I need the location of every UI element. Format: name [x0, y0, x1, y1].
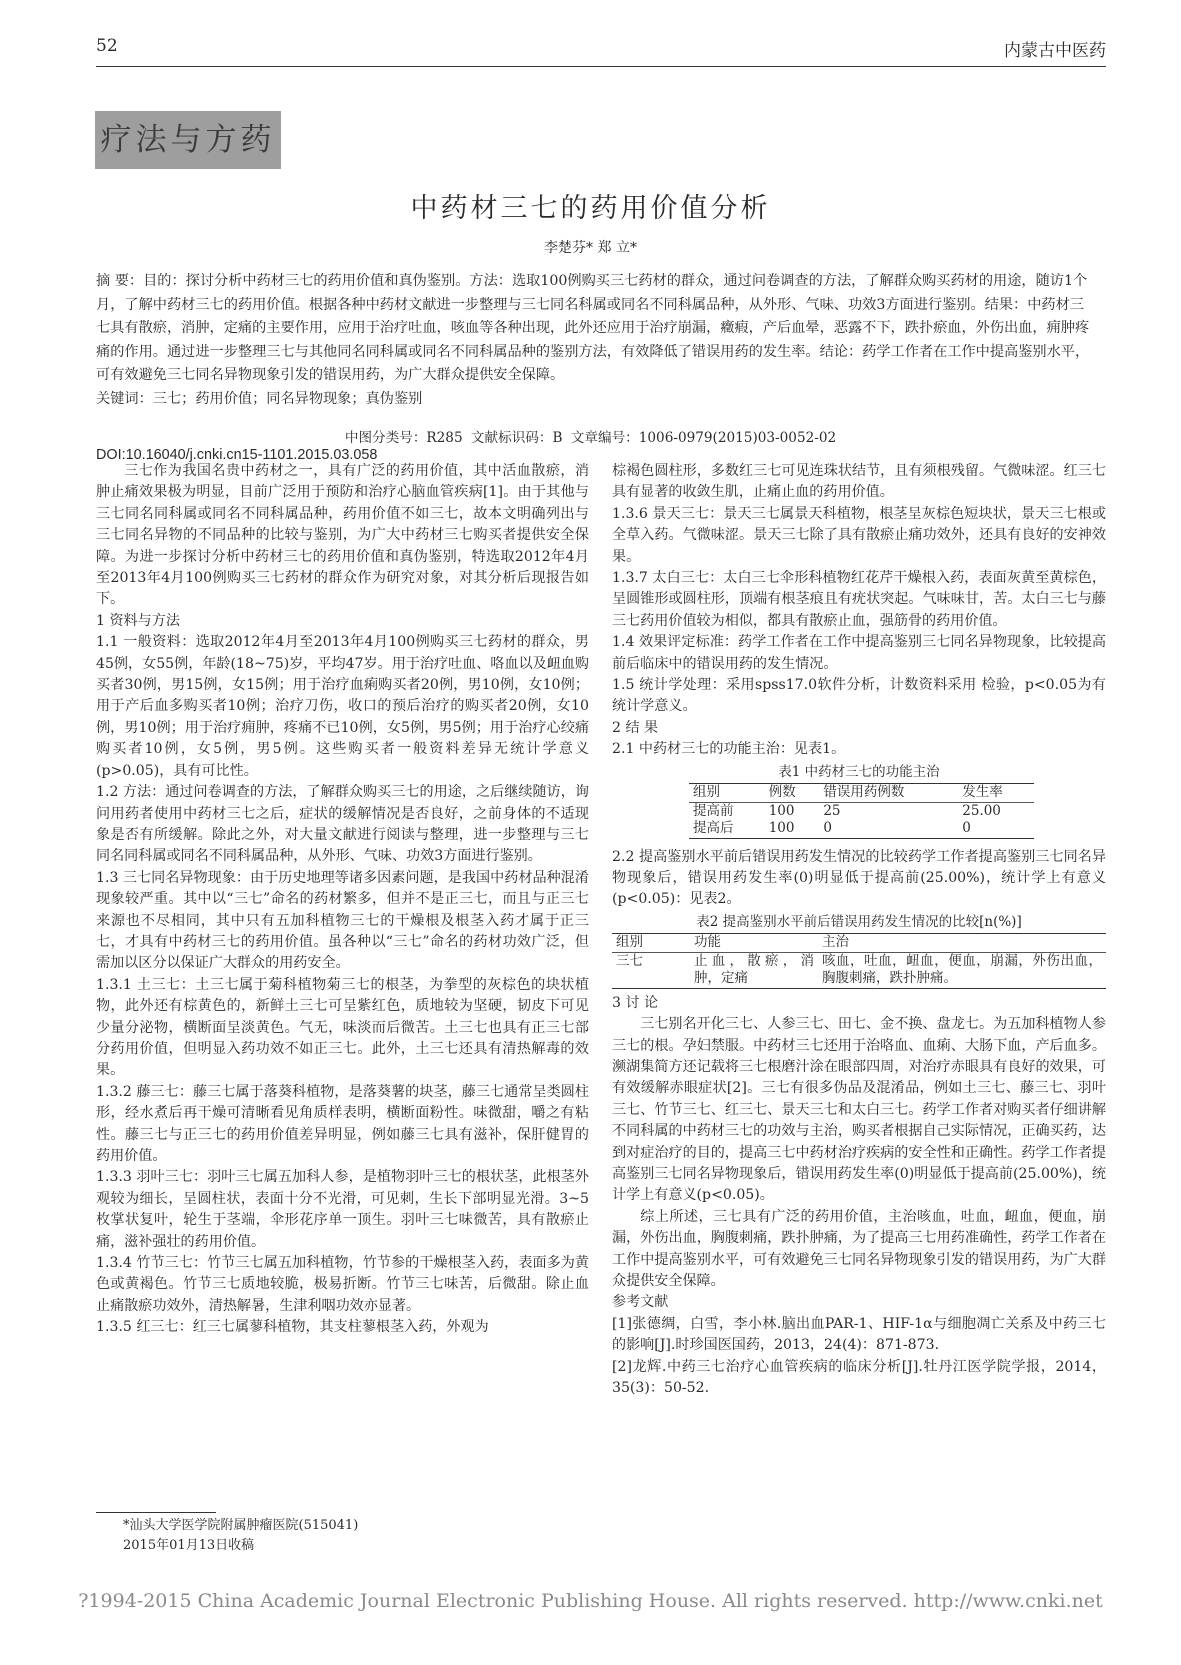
keywords: 关键词：三七；药用价值；同名异物现象；真伪鉴别	[96, 390, 423, 407]
paragraph: 综上所述，三七具有广泛的药用价值，主治咳血，吐血，衄血，便血，崩漏，外伤出血，胸腹刺痛，跌扑肿痛，为了提高三七用药准确性，药学工作者在工作中提高鉴别水平，可有效避免三七同名异物现象引发的错误用药，为广大群众提供安全保障。	[612, 1208, 1106, 1289]
paragraph: 1.4 效果评定标准：药学工作者在工作中提高鉴别三七同名异物现象，比较提高前后临床中的错误用药的发生情况。	[612, 634, 1106, 672]
abstract-text: 目的：探讨分析中药材三七的药用价值和真伪鉴别。方法：选取100例购买三七药材的群众，通过问卷调查的方法，了解群众购买药材的用途，随访1个月，了解中药材三七的药用价值。根据各种中药材文献进一步整理与三七同名科属或同名不同科属品种，从外形、气味、功效3方面进行鉴别。结果：中药材三七具有散瘀，消肿，定痛的主要作用，应用于治疗吐血，咳血等各种出现，此外还应用于治疗崩漏，癥瘕，产后血晕，恶露不下，跌扑瘀血，外伤出血，痈肿疼痛的作用。通过进一步整理三七与其他同名同科属或同名不同科属品种的鉴别方法，有效降低了错误用药的发生率。结论：药学工作者在工作中提高鉴别水平，可有效避免三七同名异物现象引发的错误用药，为广大群众提供安全保障。	[96, 273, 1090, 384]
right-col-part-b	[612, 847, 1106, 911]
table-cell: 三七	[616, 952, 643, 969]
right-col-part-a	[612, 461, 1106, 761]
table-row	[689, 802, 1034, 820]
abstract-label: 摘 要：	[96, 273, 144, 289]
table-cell: 100	[768, 802, 795, 819]
table-cell: 提高前	[693, 802, 734, 819]
footnote-received: 2015年01月13日收稿	[123, 1538, 255, 1553]
table-header-cell: 组别	[689, 784, 765, 803]
table2-header-row	[612, 934, 1106, 953]
table2	[612, 933, 1106, 989]
paragraph: 参考文献	[612, 1294, 669, 1311]
paragraph: 1.1 一般资料：选取2012年4月至2013年4月100例购买三七药材的群众，男45例，女55例，年龄(18~75)岁，平均47岁。用于治疗吐血、咯血以及衄血购买者30例，男15例，女15例；用于治疗血痢购买者20例，男10例，女10例；用于产后血多购买者10例；治疗刀伤，收口的预后治疗的购买者20例，女10例，男10例；用于治疗痈肿，疼痛不已10例，女5例，男5例；用于治疗心绞痛购买者10例，女5例，男5例。这些购买者一般资料差异无统计学意义(p>0.05)，具有可比性。	[96, 634, 590, 779]
paragraph: 1.3.5 红三七：红三七属蓼科植物，其支柱蓼根茎入药，外观为	[96, 1319, 489, 1336]
table-cell: 0	[823, 820, 832, 837]
paragraph: 1.3 三七同名异物现象：由于历史地理等诸多因素问题，是我国中药材品种混淆现象较严重。其中以“三七”命名的药材繁多，但并不是正三七，而且与正三七来源也不尽相同，其中只有五加科植物三七的干燥根及根茎入药才属于正三七，才具有中药材三七的药用价值。虽各种以“三七”命名的药材功效广泛，但需加以区分以保证广大群众的用药安全。	[96, 869, 589, 972]
abstract-body	[96, 270, 1096, 388]
footnote-affiliation: *汕头大学医学院附属肿瘤医院(515041)	[123, 1518, 359, 1533]
table-header-cell: 功能	[690, 934, 818, 953]
table1	[689, 783, 1034, 839]
classification-line: 中图分类号：R285 文献标识码：B 文章编号：1006-0979(2015)03-0052-02	[344, 430, 837, 446]
table-cell: 25	[823, 802, 841, 819]
paragraph: 三七别名开化三七、人参三七、田七、金不换、盘龙七。为五加科植物人参三七的根。孕妇禁服。中药材三七还用于治咯血、血痢、大肠下血，产后血多。濒湖集简方还记载将三七根磨汁涂在眼部四周，对治疗赤眼具有良好的效果，可有效缓解赤眼症状[2]。三七有很多伪品及混淆品，例如土三七、藤三七、羽叶三七、竹节三七、红三七、景天三七和太白三七。药学工作者对购买者仔细讲解不同科属的中药材三七的功效与主治，购买者根据自己实际情况，正确买药，达到对症治疗的目的，提高三七中药材治疗疾病的安全性和正确性。药学工作者提高鉴别三七同名异物现象后，错误用药发生率(0)明显低于提高前(25.00%)，统计学上有意义(p<0.05)。	[612, 1016, 1106, 1204]
paragraph: 棕褐色圆柱形，多数红三七可见连珠状结节，且有须根残留。气微味涩。红三七具有显著的收敛生肌，止痛止血的药用价值。	[612, 463, 1106, 501]
table-cell: 止血，散瘀，消肿，定痛	[694, 952, 814, 987]
paragraph: 三七作为我国名贵中药材之一，具有广泛的药用价值，其中活血散瘀，消肿止痛效果极为明显，目前广泛用于预防和治疗心脑血管疾病[1]。由于其他与三七同名同科属或同名不同科属品种，药用价值不如三七，故本文明确列出与三七同名异物的不同品种的比较与鉴别，为广大中药材三七购买者提供安全保障。为进一步探讨分析中药材三七的药用价值和真伪鉴别，特选取2012年4月至2013年4月100例购买三七药材的群众作为研究对象，对其分析后现报告如下。	[96, 463, 589, 608]
table-header-cell: 主治	[818, 934, 1106, 953]
abstract	[96, 270, 1096, 412]
paragraph: 1.3.3 羽叶三七：羽叶三七属五加科人参，是植物羽叶三七的根状茎，此根茎外观较为细长，呈圆柱状，表面十分不光滑，可见刺，生长下部明显光滑。3~5枚掌状复叶，轮生于茎端，伞形花序单一顶生。羽叶三七味微苦，具有散瘀止痛，滋补强壮的药用价值。	[96, 1169, 589, 1250]
footnote	[123, 1516, 358, 1556]
table-cell: 100	[768, 820, 795, 837]
table-header-cell: 例数	[765, 784, 820, 803]
journal-name: 内蒙古中医药	[1004, 41, 1106, 61]
paragraph: 1 资料与方法	[96, 612, 180, 629]
paragraph: 1.3.2 藤三七：藤三七属于落葵科植物，是落葵薯的块茎，藤三七通常呈类圆柱形，经水煮后再干燥可清晰看见角质样表明，横断面粉性。味微甜，嚼之有粘性。藤三七与正三七的药用价值差异明显，例如藤三七具有滋补，保肝健胃的药用价值。	[96, 1083, 589, 1164]
table-cell: 咳血，吐血，衄血，便血，崩漏，外伤出血，胸腹刺痛，跌扑肿痛。	[822, 952, 1102, 987]
page-number: 52	[96, 36, 118, 56]
copyright-line: ?1994-2015 China Academic Journal Electronic Publishing House. All rights reserved. http://www.cnki.net	[78, 1590, 1103, 1612]
paragraph: 1.3.4 竹节三七：竹节三七属五加科植物，竹节参的干燥根茎入药，表面多为黄色或黄褐色。竹节三七质地较脆，极易折断。竹节三七味苦，后微甜。除止血止痛散瘀功效外，清热解暑，生津利咽功效亦显著。	[96, 1255, 589, 1314]
table2-title: 表2 提高鉴别水平前后错误用药发生情况的比较[n(%)]	[696, 913, 1022, 930]
table-header-cell: 错误用药例数	[819, 784, 958, 803]
table-cell: 0	[962, 820, 971, 837]
table-cell: 提高后	[693, 820, 734, 837]
paragraph: [1]张德绸，白雪，李小林.脑出血PAR-1、HIF-1α与细胞凋亡关系及中药三七的影响[J].时珍国医国药，2013，24(4)：871-873.	[612, 1315, 1106, 1354]
paragraph: [2]龙辉.中药三七治疗心血管疾病的临床分析[J].牡丹江医学院学报，2014，35(3)：50-52.	[612, 1358, 1106, 1397]
table-header-cell: 组别	[612, 934, 690, 953]
paragraph: 1.3.7 太白三七：太白三七伞形科植物红花芹干燥根入药，表面灰黄至黄棕色，呈圆锥形或圆柱形，顶端有根茎痕且有疣状突起。气味味甘，苦。太白三七与藤三七药用价值较为相似，都具有散瘀止血，强筋骨的药用价值。	[612, 570, 1106, 629]
table-row	[689, 820, 1034, 838]
paragraph: 1.2 方法：通过问卷调查的方法，了解群众购买三七的用途，之后继续随访，询问用药者使用中药材三七之后，症状的缓解情况是否良好，之前身体的不适现象是否有所缓解。除此之外，对大量文献进行阅读与整理，进一步整理与三七同名同科属或同名不同科属品种，从外形、气味、功效3方面进行鉴别。	[96, 784, 589, 865]
paragraph: 2.1 中药材三七的功能主治：见表1。	[612, 741, 846, 758]
right-column	[612, 461, 1106, 1399]
doi: DOI:10.16040/j.cnki.cn15-1101.2015.03.058	[96, 447, 378, 463]
paragraph: 2.2 提高鉴别水平前后错误用药发生情况的比较药学工作者提高鉴别三七同名异物现象后，错误用药发生率(0)明显低于提高前(25.00%)，统计学上有意义(p<0.05)：见表2。	[612, 848, 1106, 908]
section-banner: 疗法与方药	[95, 111, 281, 169]
table1-header-row	[689, 784, 1034, 803]
paragraph: 1.3.1 土三七：土三七属于菊科植物菊三七的根茎，为拳型的灰棕色的块状植物，此外还有棕黄色的，新鲜土三七可呈紫红色，质地较为坚硬，韧皮下可见少量分泌物，横断面呈淡黄色。气无，味淡而后微苦。土三七也具有正三七部分药用价值，但明显入药功效不如正三七。此外，土三七还具有清热解毒的效果。	[96, 976, 589, 1079]
paragraph: 1.3.6 景天三七：景天三七属景天科植物，根茎呈灰棕色短块状，景天三七根或全草入药。气微味涩。景天三七除了具有散瘀止痛功效外，还具有良好的安神效果。	[612, 505, 1106, 565]
article-title: 中药材三七的药用价值分析	[410, 193, 771, 224]
right-col-part-c	[612, 993, 1106, 1400]
paragraph: 1.5 统计学处理：采用spss17.0软件分析，计数资料采用 检验，p<0.05为有统计学意义。	[612, 677, 1106, 715]
table-cell: 25.00	[962, 802, 1001, 819]
header-rule	[96, 66, 1106, 67]
table1-title: 表1 中药材三七的功能主治	[778, 763, 940, 780]
authors: 李楚芬* 郑 立*	[544, 240, 637, 256]
paragraph: 3 讨 论	[612, 994, 659, 1011]
footnote-rule	[96, 1512, 216, 1513]
table-header-cell: 发生率	[958, 784, 1034, 803]
left-column	[96, 461, 589, 1339]
table-row	[612, 952, 1106, 988]
paragraph: 2 结 果	[612, 719, 659, 736]
